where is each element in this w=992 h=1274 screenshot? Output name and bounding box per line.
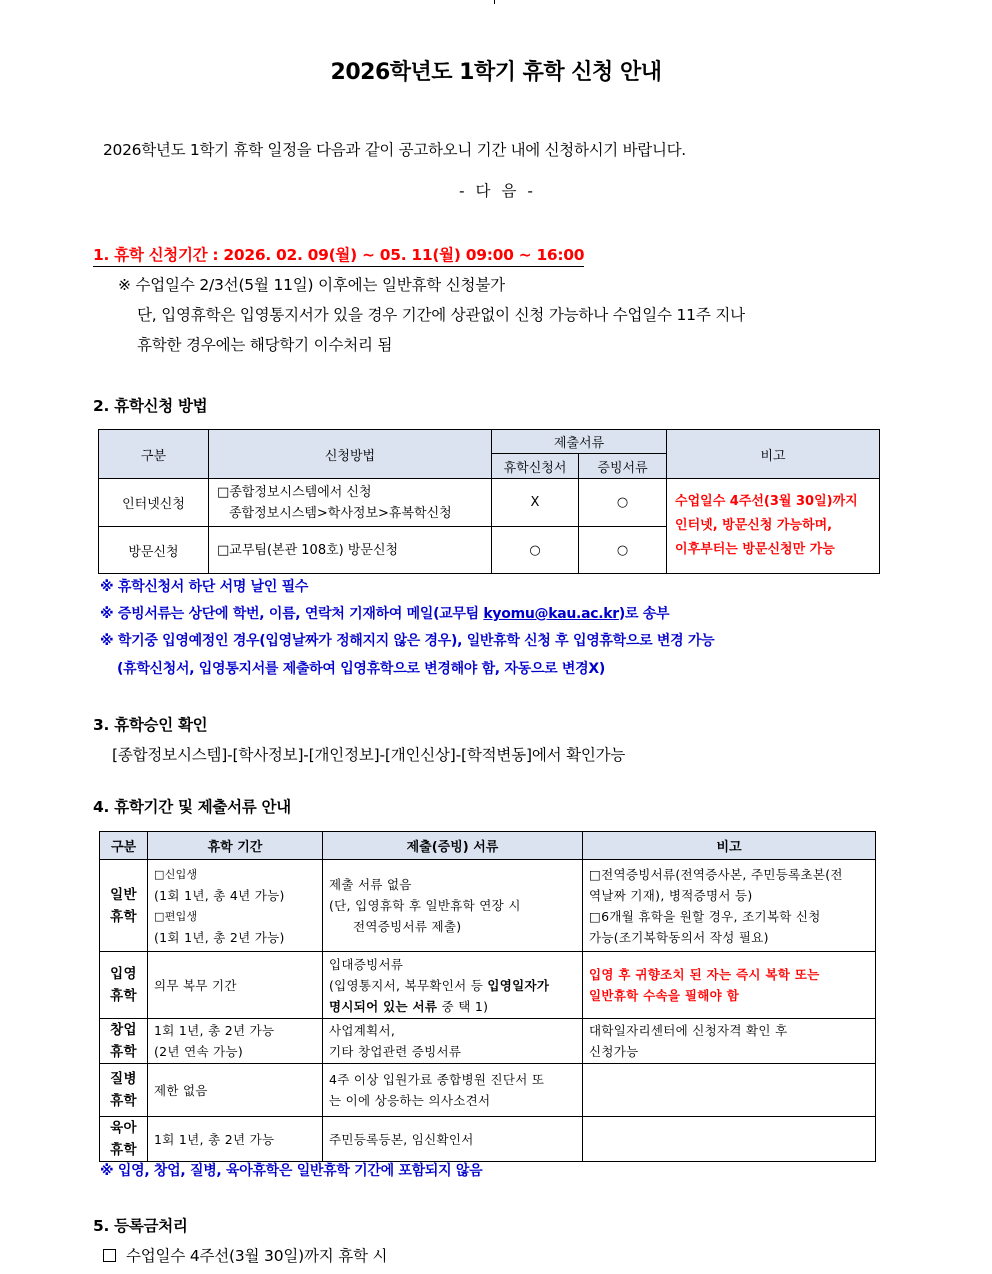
remarks-line: 인터넷, 방문신청 가능하며, <box>675 518 833 533</box>
intro-text: 2026학년도 1학기 휴학 일정을 다음과 같이 공고하오니 기간 내에 신청하시기 바랍니다. <box>103 141 686 159</box>
category-text: 휴학 <box>110 908 137 925</box>
row-doc-application: X <box>492 479 579 527</box>
method-path: 종합정보시스템>학사정보>휴복학신청 <box>229 505 452 521</box>
section1-heading: 1. 휴학 신청기간 : 2026. 02. 09(월) ~ 05. 11(월) 09:00 ~ 16:00 <box>93 243 584 267</box>
docs-text: 중 택 1) <box>437 998 489 1014</box>
table-row <box>100 952 876 1019</box>
remarks-line: 역날짜 기재), 병적증명서 등) <box>589 887 753 903</box>
header-doc-application: 휴학신청서 <box>492 454 579 479</box>
remarks-line: 일반휴학 수속을 필해야 함 <box>589 988 740 1003</box>
period-line: (2년 연속 가능) <box>154 1044 244 1059</box>
category-text: 휴학 <box>110 988 137 1004</box>
row-doc-proof: ○ <box>579 527 667 574</box>
row-documents <box>323 952 583 1019</box>
email-link[interactable]: kyomu@kau.ac.kr <box>483 606 619 622</box>
period-line: □편입생 <box>154 909 198 923</box>
category-text: 휴학 <box>110 1093 137 1109</box>
row-remarks <box>583 952 876 1019</box>
section1-line2: 단, 입영휴학은 입영통지서가 있을 경우 기간에 상관없이 신청 가능하나 수업일수 11주 지나 <box>137 306 745 324</box>
category-text: 일반 <box>110 886 137 903</box>
separator-text: - 다 음 - <box>459 182 533 200</box>
row-category: 방문신청 <box>99 527 209 574</box>
remarks-line: 수업일수 4주선(3월 30일)까지 <box>675 494 858 509</box>
category-text: 휴학 <box>110 1044 137 1060</box>
docs-line <box>329 975 576 996</box>
table-row <box>100 1019 876 1064</box>
row-doc-application: ○ <box>492 527 579 574</box>
section1-line3: 휴학한 경우에는 해당학기 이수처리 됨 <box>137 336 393 354</box>
header-method: 신청방법 <box>209 430 492 479</box>
header-doc-proof: 증빙서류 <box>579 454 667 479</box>
docs-line: 는 이에 상응하는 의사소견서 <box>329 1093 491 1108</box>
table-row <box>100 860 876 952</box>
row-method: □교무팀(본관 108호) 방문신청 <box>209 527 492 574</box>
remarks-line: 대학일자리센터에 신청자격 확인 후 <box>589 1023 788 1038</box>
section5-item1-text: 수업일수 4주선(3월 30일)까지 휴학 시 <box>126 1247 388 1265</box>
section4-heading: 4. 휴학기간 및 제출서류 안내 <box>93 798 291 816</box>
header-documents: 제출서류 <box>492 430 667 454</box>
row-documents <box>323 1019 583 1064</box>
period-line: □신입생 <box>154 867 198 881</box>
header-category: 구분 <box>99 430 209 479</box>
table-row <box>100 1117 876 1162</box>
section5-heading: 5. 등록금처리 <box>93 1217 188 1235</box>
remarks-line: 입영 후 귀향조치 된 자는 즉시 복학 또는 <box>589 967 820 982</box>
row-category: 인터넷신청 <box>99 479 209 527</box>
application-method-table <box>98 429 880 574</box>
category-text: 질병 <box>110 1071 137 1087</box>
row-period <box>148 860 323 952</box>
page-title: 2026학년도 1학기 휴학 신청 안내 <box>330 60 662 85</box>
remarks-line: 가능(조기복학동의서 작성 필요) <box>589 929 769 945</box>
section2-heading: 2. 휴학신청 방법 <box>93 397 208 415</box>
row-remarks <box>583 1064 876 1117</box>
period-line: (1회 1년, 총 4년 가능) <box>154 887 285 903</box>
row-documents: 주민등록등본, 임신확인서 <box>323 1117 583 1162</box>
row-documents <box>323 1064 583 1117</box>
remarks-line: 신청가능 <box>589 1044 639 1059</box>
docs-line: 전역증빙서류 제출) <box>353 919 462 934</box>
checkbox-icon <box>103 1249 116 1262</box>
row-doc-proof: ○ <box>579 479 667 527</box>
remarks-line: 이후부터는 방문신청만 가능 <box>675 542 835 557</box>
note-email-suffix: )로 송부 <box>618 606 670 622</box>
docs-line <box>329 996 576 1017</box>
row-documents <box>323 860 583 952</box>
section3-heading: 3. 휴학승인 확인 <box>93 716 208 734</box>
page-mark <box>494 0 495 4</box>
row-category <box>100 1019 148 1064</box>
leave-period-table <box>99 831 876 1162</box>
category-text: 창업 <box>110 1022 137 1038</box>
section4-note: ※ 입영, 창업, 질병, 육아휴학은 일반휴학 기간에 포함되지 않음 <box>100 1163 483 1179</box>
row-remarks <box>583 1117 876 1162</box>
header-remarks: 비고 <box>667 430 880 479</box>
docs-line: 사업계획서, <box>329 1023 396 1038</box>
table-row <box>100 1064 876 1117</box>
row-period: 1회 1년, 총 2년 가능 <box>148 1117 323 1162</box>
period-line: (1회 1년, 총 2년 가능) <box>154 929 285 945</box>
docs-line: 4주 이상 입원가료 종합병원 진단서 또 <box>329 1072 545 1087</box>
section5-item1 <box>103 1244 387 1266</box>
row-remarks <box>583 860 876 952</box>
remarks-line: □6개월 휴학을 원할 경우, 조기복학 신청 <box>589 908 821 924</box>
note-military-detail: (휴학신청서, 입영통지서를 제출하여 입영휴학으로 변경해야 함, 자동으로 변경X) <box>117 661 605 677</box>
table-row <box>99 479 880 527</box>
header-remarks: 비고 <box>583 832 876 860</box>
header-period: 휴학 기간 <box>148 832 323 860</box>
row-period: 의무 복무 기간 <box>148 952 323 1019</box>
row-category <box>100 1064 148 1117</box>
docs-line: 기타 창업관련 증빙서류 <box>329 1044 462 1059</box>
category-text: 육아 <box>110 1120 137 1136</box>
remarks-line: □전역증빙서류(전역증사본, 주민등록초본(전 <box>589 866 843 882</box>
docs-emphasis: 명시되어 있는 서류 <box>329 998 438 1014</box>
note-signature: ※ 휴학신청서 하단 서명 날인 필수 <box>100 579 309 595</box>
note-email <box>100 603 669 623</box>
row-remarks <box>667 479 880 574</box>
row-period: 제한 없음 <box>148 1064 323 1117</box>
header-documents: 제출(증빙) 서류 <box>323 832 583 860</box>
row-category <box>100 952 148 1019</box>
category-text: 입영 <box>110 966 137 982</box>
row-category <box>100 860 148 952</box>
note-email-prefix: ※ 증빙서류는 상단에 학번, 이름, 연락처 기재하여 메일(교무팀 <box>100 606 484 622</box>
section1-line1: ※ 수업일수 2/3선(5월 11일) 이후에는 일반휴학 신청불가 <box>118 276 505 294</box>
method-line: □종합정보시스템에서 신청 <box>217 484 372 500</box>
category-text: 휴학 <box>110 1142 137 1158</box>
row-period <box>148 1019 323 1064</box>
docs-line: (단, 입영휴학 후 일반휴학 연장 시 <box>329 898 521 913</box>
docs-line: 입대증빙서류 <box>329 956 404 972</box>
note-military: ※ 학기중 입영예정인 경우(입영날짜가 정해지지 않은 경우), 일반휴학 신청 후 입영휴학으로 변경 가능 <box>100 633 715 649</box>
row-method <box>209 479 492 527</box>
row-category <box>100 1117 148 1162</box>
header-category: 구분 <box>100 832 148 860</box>
section3-path: [종합정보시스템]-[학사정보]-[개인정보]-[개인신상]-[학적변동]에서 확인가능 <box>112 746 626 764</box>
period-line: 1회 1년, 총 2년 가능 <box>154 1023 275 1038</box>
docs-emphasis: 입영일자가 <box>487 977 550 993</box>
docs-line: 제출 서류 없음 <box>329 877 412 892</box>
docs-text: (입영통지서, 복무확인서 등 <box>329 977 488 993</box>
row-remarks <box>583 1019 876 1064</box>
